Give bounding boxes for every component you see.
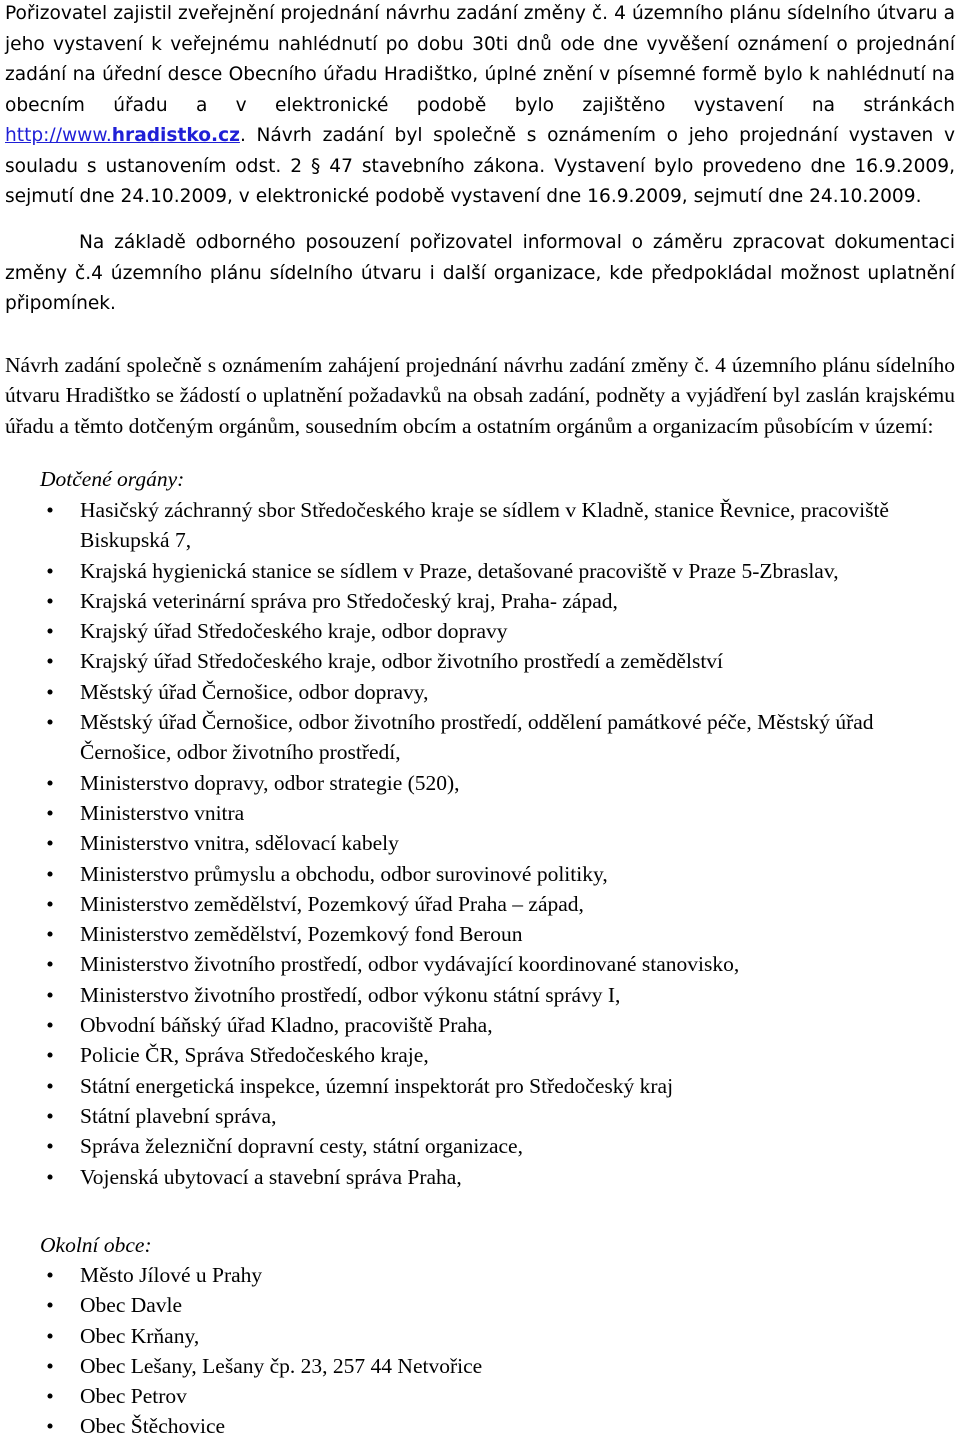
bullet-icon: • [46,1043,54,1068]
bullet-icon: • [46,831,54,856]
list-item: • Městský úřad Černošice, odbor dopravy, [0,677,950,707]
publication-text-end: . Návrh zadání byl společně s oznámením o jeho projednání vystaven v souladu s ustanovením odst. 2 § 47 stavebního zákona. Vystavení bylo provedeno dne 16.9.2009, sejmutí dne 24.10.2009, v elektronické podobě vystavení dne 16.9.2009, sejmutí dne 24.10.2009. [5,125,955,207]
list-item: • Vojenská ubytovací a stavební správa Praha, [0,1162,950,1192]
bullet-icon: • [46,1384,54,1409]
bullet-icon: • [46,588,54,613]
bullet-icon: • [46,770,54,795]
list-item: • Město Jílové u Prahy [0,1260,950,1290]
bullet-icon: • [46,498,54,522]
list-item: • Obec Krňany, [0,1321,950,1351]
bullet-icon: • [46,891,54,916]
list-item: • Policie ČR, Správa Středočeského kraje, [0,1040,950,1070]
bullet-icon: • [46,558,54,583]
website-link[interactable]: http://www.hradistko.cz [5,125,240,146]
list-item: • Obec Petrov [0,1381,950,1411]
list-item: • Ministerstvo vnitra [0,798,950,828]
bullet-icon: • [46,619,54,644]
list-item: • Krajský úřad Středočeského kraje, odbor dopravy [0,616,950,646]
list-item: • Ministerstvo zemědělství, Pozemkový fond Beroun [0,919,950,949]
list-item: • Správa železniční dopravní cesty, státní organizace, [0,1131,950,1161]
bullet-icon: • [46,982,54,1007]
affected-authorities-heading: Dotčené orgány: [40,467,185,491]
bullet-icon: • [46,1353,54,1378]
draft-assignment-paragraph: Návrh zadání společně s oznámením zahájení projednání návrhu zadání změny č. 4 územního plánu sídelního útvaru Hradištko se žádostí o uplatnění požadavků na obsah zadání, podněty a vyjádření byl zaslán krajskému úřadu a těmto dotčeným orgánům, sousedním obcím a ostatním orgánům a organizacím působícím v území: [5,353,955,438]
bullet-icon: • [46,1134,54,1159]
bullet-icon: • [46,649,54,674]
bullet-icon: • [46,679,54,704]
list-item: • Obec Lešany, Lešany čp. 23, 257 44 Netvořice [0,1351,950,1381]
bullet-icon: • [46,710,54,735]
list-item: • Ministerstvo životního prostředí, odbor výkonu státní správy I, [0,980,950,1010]
bullet-icon: • [46,1323,54,1348]
bullet-icon: • [46,1263,54,1287]
list-item: • Obec Štěchovice [0,1411,950,1441]
bullet-icon: • [46,1103,54,1128]
publication-paragraph [5,0,955,213]
list-item: • Ministerstvo zemědělství, Pozemkový úřad Praha – západ, [0,889,950,919]
bullet-icon: • [46,1293,54,1318]
bullet-icon: • [46,922,54,947]
bullet-icon: • [46,1164,54,1189]
list-item: • Krajská veterinární správa pro Středočeský kraj, Praha- západ, [0,586,950,616]
bullet-icon: • [46,1013,54,1038]
bullet-icon: • [46,861,54,886]
list-item: • Ministerstvo průmyslu a obchodu, odbor surovinové politiky, [0,859,950,889]
list-item: • Ministerstvo životního prostředí, odbor vydávající koordinované stanovisko, [0,949,950,979]
list-item: • Ministerstvo vnitra, sdělovací kabely [0,828,950,858]
publication-text-start: Pořizovatel zajistil zveřejnění projednání návrhu zadání změny č. 4 územního plánu sídelního útvaru a jeho vystavení k veřejnému nahlédnutí po dobu 30ti dnů ode dne vyvěšení oznámení o projednání zadání na úřední desce Obecního úřadu Hradištko, úplné znění v písemné formě bylo k nahlédnutí na obecním úřadu a v elektronické podobě bylo zajištěno vystavení na stránkách [5,3,955,116]
neighboring-municipalities-heading: Okolní obce: [40,1233,152,1257]
bullet-icon: • [46,800,54,825]
affected-authorities-list [0,495,950,1192]
bullet-icon: • [46,952,54,977]
bullet-icon: • [46,1073,54,1098]
bullet-icon: • [46,1414,54,1439]
list-item: • Obec Davle [0,1290,950,1320]
list-item: • Ministerstvo dopravy, odbor strategie (520), [0,768,950,798]
list-item: • Městský úřad Černošice, odbor životního prostředí, oddělení památkové péče, Městský úřad Černošice, odbor životního prostředí, [0,707,950,768]
list-item: • Hasičský záchranný sbor Středočeského kraje se sídlem v Kladně, stanice Řevnice, pracoviště Biskupská 7, [0,495,950,556]
list-item: • Krajská hygienická stanice se sídlem v Praze, detašované pracoviště v Praze 5-Zbraslav, [0,556,950,586]
list-item: • Krajský úřad Středočeského kraje, odbor životního prostředí a zemědělství [0,646,950,676]
neighboring-municipalities-list [0,1260,950,1442]
assessment-paragraph: Na základě odborného posouzení pořizovatel informoval o záměru zpracovat dokumentaci změny č.4 územního plánu sídelního útvaru i další organizace, kde předpokládal možnost uplatnění připomínek. [5,232,955,314]
list-item: • Obvodní báňský úřad Kladno, pracoviště Praha, [0,1010,950,1040]
list-item: • Státní plavební správa, [0,1101,950,1131]
list-item: • Státní energetická inspekce, územní inspektorát pro Středočeský kraj [0,1071,950,1101]
